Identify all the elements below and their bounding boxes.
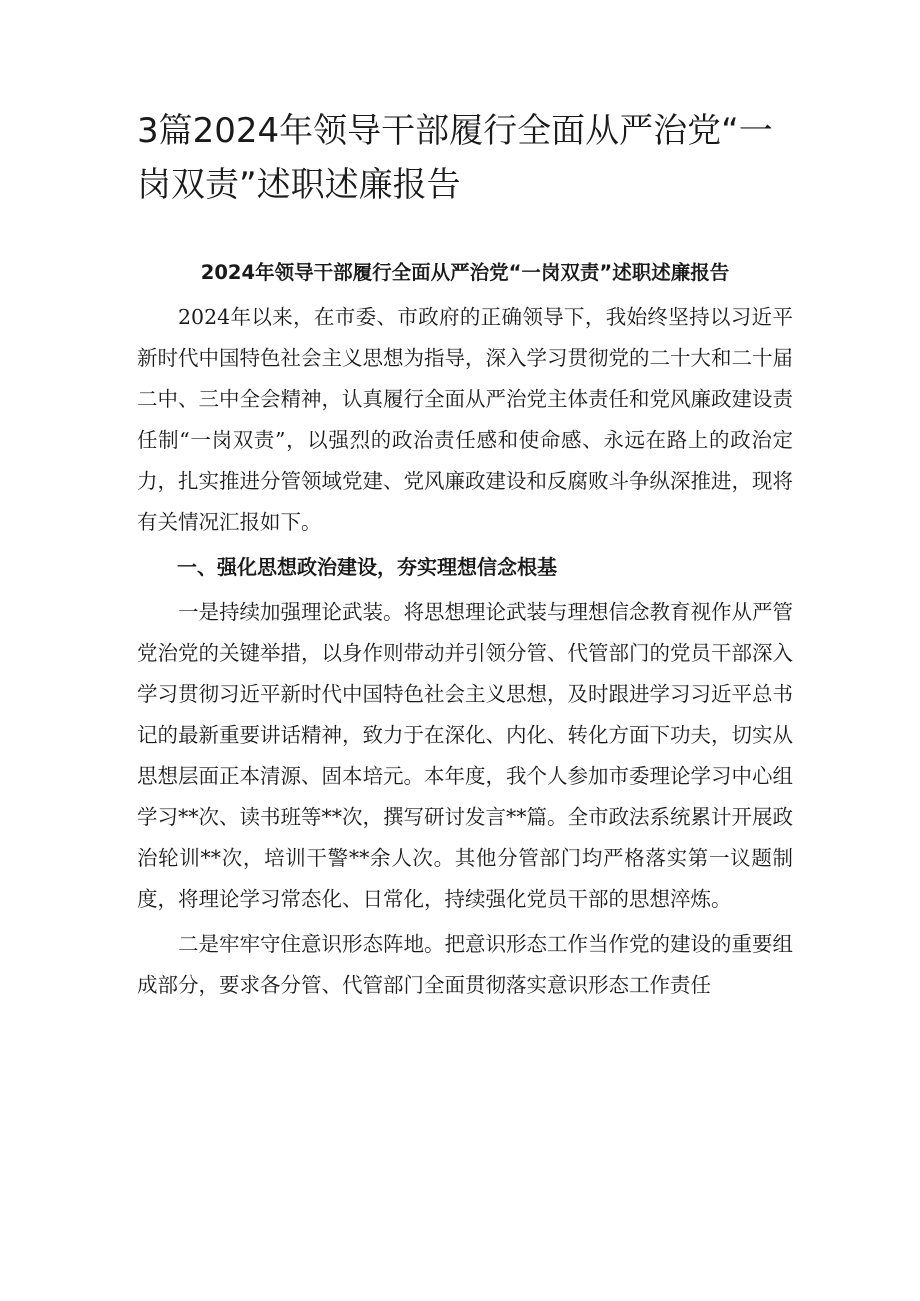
body-paragraph: 一是持续加强理论武装。将思想理论武装与理想信念教育视作从严管党治党的关键举措，以身作则带动并引领分管、代管部门的党员干部深入学习贯彻习近平新时代中国特色社会主义思想，及时跟进学习习近平总书记的最新重要讲话精神，致力于在深化、内化、转化方面下功夫，切实从思想层面正本清源、固本培元。本年度，我个人参加市委理论学习中心组学习**次、读书班等**次，撰写研讨发言**篇。全市政法系统累计开展政治轮训**次，培训干警**余人次。其他分管部门均严格落实第一议题制度，将理论学习常态化、日常化，持续强化党员干部的思想淬炼。 [137, 600, 793, 911]
intro-paragraph: 2024年以来，在市委、市政府的正确领导下，我始终坚持以习近平新时代中国特色社会主义思想为指导，深入学习贯彻党的二十大和二十届二中、三中全会精神，认真履行全面从严治党主体责任和党风廉政建设责任制“一岗双责”，以强烈的政治责任感和使命感、永远在路上的政治定力，扎实推进分管领域党建、党风廉政建设和反腐败斗争纵深推进，现将有关情况汇报如下。 [137, 305, 793, 534]
report-title: 2024年领导干部履行全面从严治党“一岗双责”述职述廉报告 [200, 261, 730, 284]
section-heading: 一、强化思想政治建设，夯实理想信念根基 [177, 555, 557, 579]
document-title: 3篇2024年领导干部履行全面从严治党“一岗双责”述职述廉报告 [137, 111, 773, 205]
document-body [137, 252, 793, 1006]
body-paragraph: 二是牢牢守住意识形态阵地。把意识形态工作当作党的建设的重要组成部分，要求各分管、代管部门全面贯彻落实意识形态工作责任 [137, 932, 793, 997]
